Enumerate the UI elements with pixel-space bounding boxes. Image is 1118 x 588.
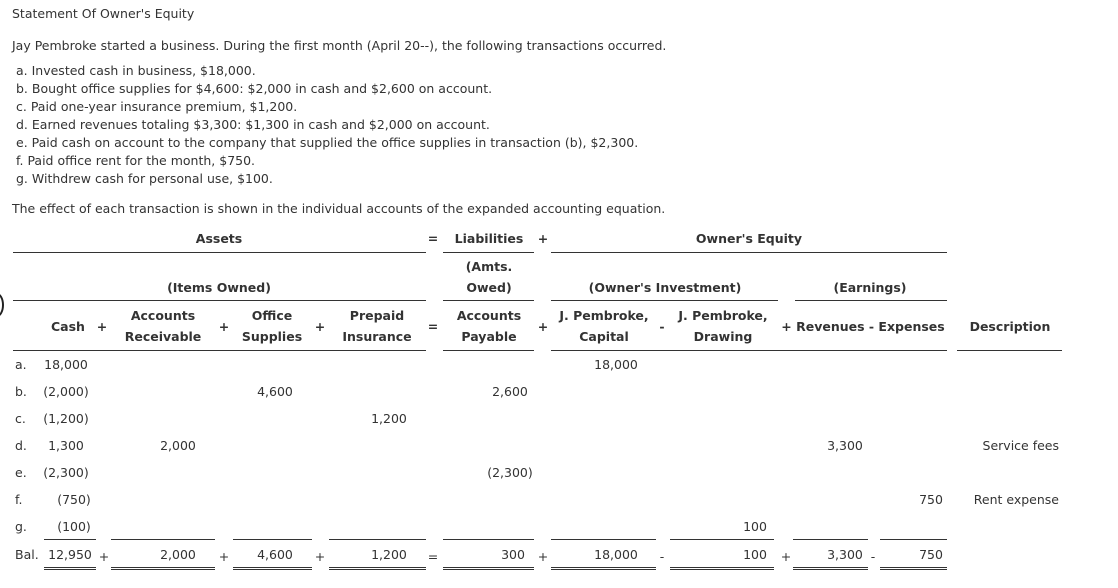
intro-text: Jay Pembroke started a business. During the first month (April 20--), the following transactions occurred. <box>12 38 667 53</box>
col-plus: + <box>218 319 230 334</box>
drawing-cell: 100 <box>743 519 767 534</box>
col-prepaid-insurance-1: Prepaid <box>349 308 405 323</box>
row-label: g. <box>15 519 27 534</box>
owed-rule <box>443 300 534 301</box>
balance-label: Bal. <box>15 547 39 562</box>
total-rule <box>44 539 96 540</box>
balance-supplies: 4,600 <box>257 547 293 562</box>
investment-rule <box>551 300 778 301</box>
balance-drawing: 100 <box>743 547 767 562</box>
transaction-item: g. Withdrew cash for personal use, $100. <box>16 171 273 186</box>
balance-operator: + <box>780 549 792 564</box>
liabilities-rule <box>443 252 534 253</box>
ap-cell: (2,300) <box>487 465 533 480</box>
balance-revenues: 3,300 <box>827 547 863 562</box>
total-rule <box>551 539 656 540</box>
col-header-rule <box>551 350 947 351</box>
col-prepaid-insurance-2: Insurance <box>342 329 412 344</box>
balance-ap: 300 <box>501 547 525 562</box>
total-rule <box>233 539 312 540</box>
earnings-rule <box>795 300 947 301</box>
page-title: Statement Of Owner's Equity <box>12 6 195 21</box>
balance-expenses: 750 <box>919 547 943 562</box>
ar-cell: 2,000 <box>160 438 196 453</box>
total-rule <box>880 539 947 540</box>
col-drawing-2: Drawing <box>693 329 753 344</box>
double-rule <box>111 567 215 570</box>
cash-cell: (100) <box>57 519 91 534</box>
double-rule <box>551 567 656 570</box>
revenues-cell: 3,300 <box>827 438 863 453</box>
ap-cell: 2,600 <box>492 384 528 399</box>
col-accounts-payable-1: Accounts <box>456 308 522 323</box>
transaction-item: f. Paid office rent for the month, $750. <box>16 153 256 168</box>
effect-text: The effect of each transaction is shown in the individual accounts of the expanded accounting equation. <box>12 201 666 216</box>
balance-operator: - <box>870 549 876 564</box>
balance-cash: 12,950 <box>48 547 92 562</box>
edge-circle-decoration <box>0 293 4 317</box>
row-label: c. <box>15 411 26 426</box>
transaction-item: a. Invested cash in business, $18,000. <box>16 63 256 78</box>
header-earnings: (Earnings) <box>833 280 907 295</box>
balance-capital: 18,000 <box>594 547 638 562</box>
balance-operator: + <box>218 549 230 564</box>
transaction-item: b. Bought office supplies for $4,600: $2,000 in cash and $2,600 on account. <box>16 81 493 96</box>
col-header-rule <box>443 350 534 351</box>
prepaid-cell: 1,200 <box>371 411 407 426</box>
double-rule <box>233 567 312 570</box>
double-rule <box>793 567 868 570</box>
col-header-rule <box>957 350 1062 351</box>
cash-cell: 1,300 <box>48 438 84 453</box>
header-items-owned: (Items Owned) <box>167 280 271 295</box>
col-capital-2: Capital <box>579 329 629 344</box>
col-capital-1: J. Pembroke, <box>559 308 649 323</box>
supplies-cell: 4,600 <box>257 384 293 399</box>
col-plus: + <box>314 319 326 334</box>
transaction-item: c. Paid one-year insurance premium, $1,200. <box>16 99 298 114</box>
total-rule <box>111 539 215 540</box>
header-owed: Owed) <box>466 280 512 295</box>
cash-cell: 18,000 <box>44 357 88 372</box>
balance-prepaid: 1,200 <box>371 547 407 562</box>
col-minus: - <box>659 319 665 334</box>
col-accounts-receivable-1: Accounts <box>130 308 196 323</box>
double-rule <box>44 567 96 570</box>
row-label: a. <box>15 357 27 372</box>
header-assets: Assets <box>195 231 243 246</box>
transaction-item: d. Earned revenues totaling $3,300: $1,300 in cash and $2,000 on account. <box>16 117 490 132</box>
row-label: e. <box>15 465 27 480</box>
header-owners-equity: Owner's Equity <box>695 231 803 246</box>
balance-operator: + <box>314 549 326 564</box>
total-rule <box>793 539 868 540</box>
description-cell: Service fees <box>982 438 1059 453</box>
balance-operator: = <box>427 549 439 564</box>
col-header-rule <box>13 350 426 351</box>
col-description: Description <box>969 319 1051 334</box>
cash-cell: (2,000) <box>43 384 89 399</box>
balance-operator: - <box>659 549 665 564</box>
double-rule <box>880 567 947 570</box>
balance-ar: 2,000 <box>160 547 196 562</box>
total-rule <box>670 539 774 540</box>
col-equals: = <box>427 319 439 334</box>
transaction-item: e. Paid cash on account to the company that supplied the office supplies in transaction (b), $2,300. <box>16 135 639 150</box>
total-rule <box>329 539 426 540</box>
description-cell: Rent expense <box>973 492 1059 507</box>
double-rule <box>329 567 426 570</box>
header-owners-investment: (Owner's Investment) <box>588 280 742 295</box>
col-cash: Cash <box>51 319 85 334</box>
col-office-supplies-1: Office <box>251 308 293 323</box>
header-liabilities: Liabilities <box>454 231 524 246</box>
col-revenues-expenses: + Revenues - Expenses <box>781 319 945 334</box>
col-office-supplies-2: Supplies <box>241 329 303 344</box>
expenses-cell: 750 <box>919 492 943 507</box>
assets-rule <box>13 252 426 253</box>
cash-cell: (2,300) <box>43 465 89 480</box>
balance-operator: + <box>98 549 110 564</box>
col-plus: + <box>537 319 549 334</box>
cash-cell: (1,200) <box>43 411 89 426</box>
col-drawing-1: J. Pembroke, <box>678 308 768 323</box>
header-plus: + <box>537 231 549 246</box>
col-accounts-receivable-2: Receivable <box>124 329 202 344</box>
row-label: b. <box>15 384 27 399</box>
owners-equity-rule <box>551 252 947 253</box>
header-amts: (Amts. <box>465 259 513 274</box>
double-rule <box>670 567 774 570</box>
items-owned-rule <box>13 300 426 301</box>
cash-cell: (750) <box>57 492 91 507</box>
balance-operator: + <box>537 549 549 564</box>
header-equals: = <box>427 231 439 246</box>
row-label: f. <box>15 492 23 507</box>
capital-cell: 18,000 <box>594 357 638 372</box>
col-plus: + <box>96 319 108 334</box>
total-rule <box>443 539 534 540</box>
col-accounts-payable-2: Payable <box>461 329 517 344</box>
double-rule <box>443 567 534 570</box>
row-label: d. <box>15 438 27 453</box>
